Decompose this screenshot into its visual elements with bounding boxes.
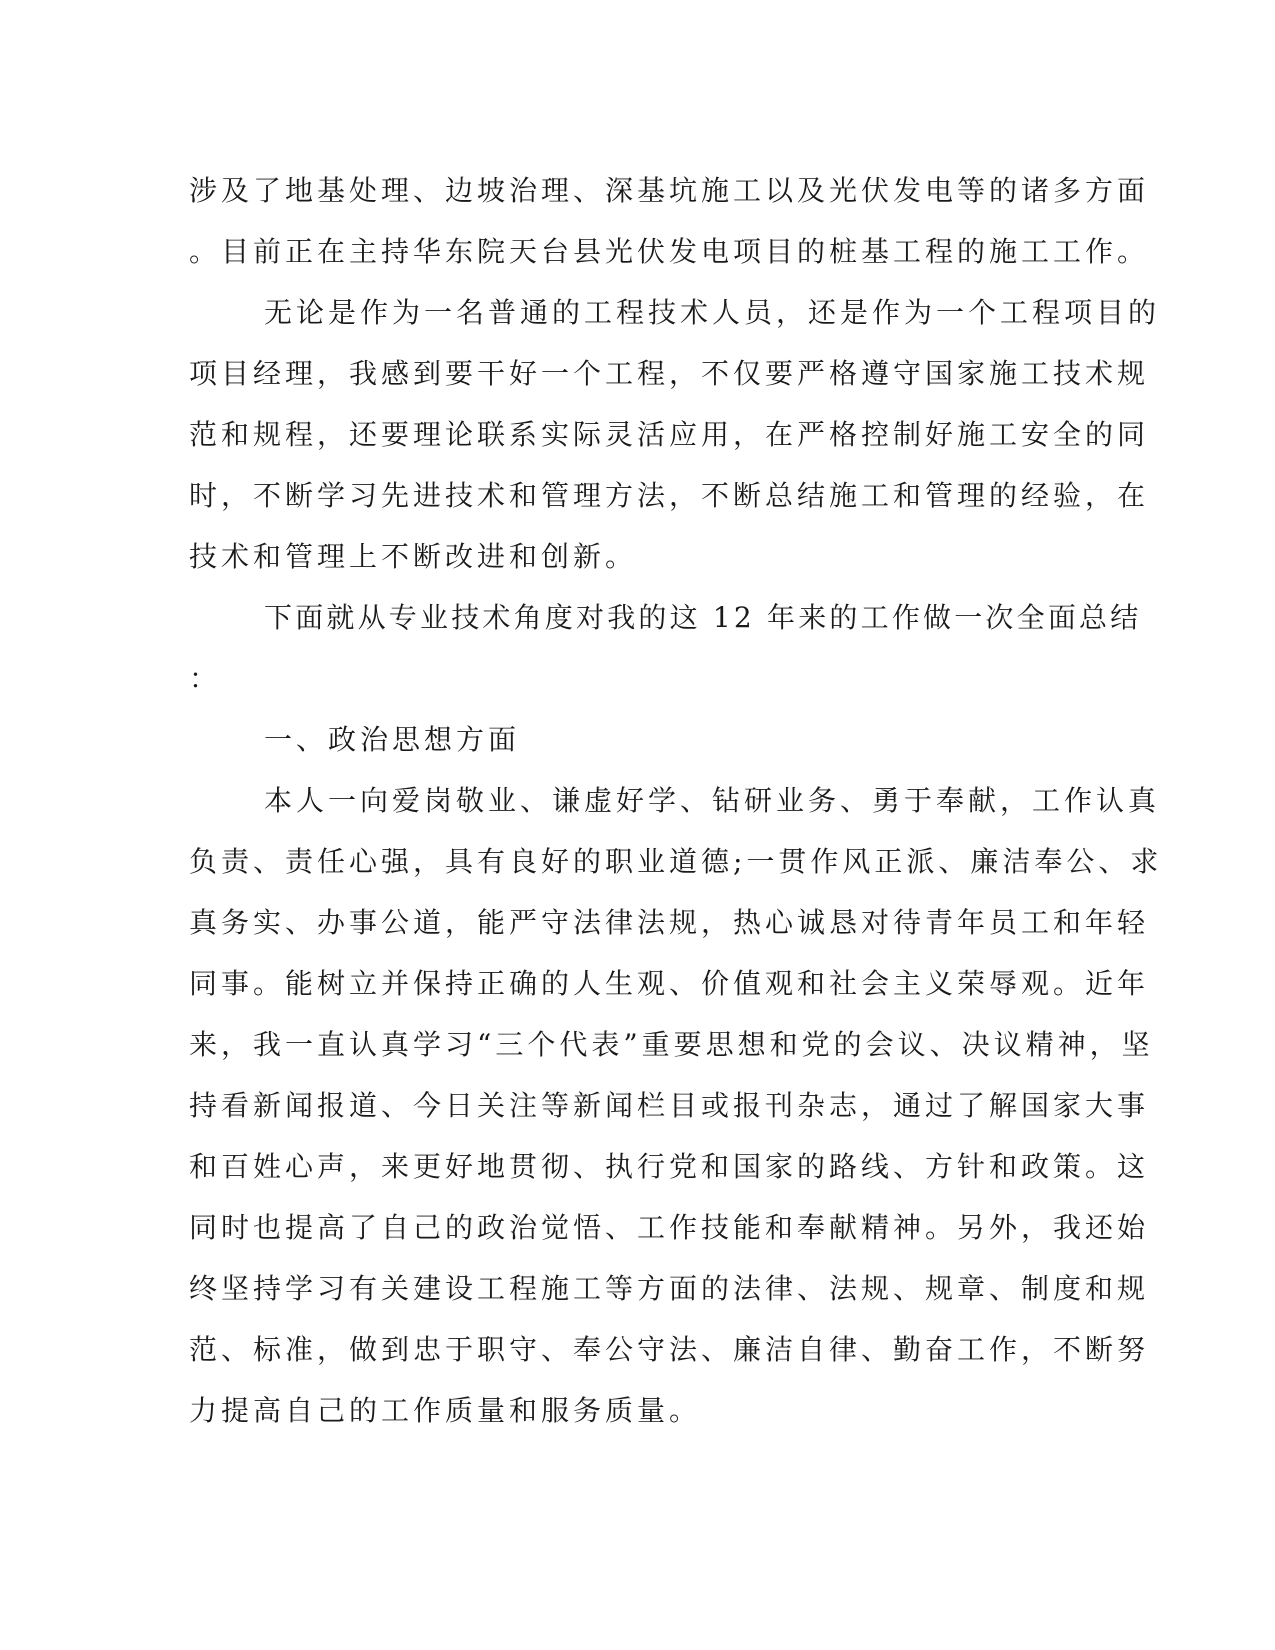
text-line: 范、标准，做到忠于职守、奉公守法、廉洁自律、勤奋工作，不断努 (189, 1333, 1150, 1366)
text-line: 持看新闻报道、今日关注等新闻栏目或报刊杂志，通过了解国家大事 (189, 1089, 1150, 1122)
text-line: ： (189, 662, 222, 695)
section-heading: 一、政治思想方面 (264, 723, 521, 756)
text-line: 同时也提高了自己的政治觉悟、工作技能和奉献精神。另外，我还始 (189, 1211, 1150, 1244)
text-line: 力提高自己的工作质量和服务质量。 (189, 1394, 702, 1427)
text-line: 终坚持学习有关建设工程施工等方面的法律、法规、规章、制度和规 (189, 1272, 1150, 1305)
document-body (189, 160, 1163, 1441)
paragraph-start-line: 无论是作为一名普通的工程技术人员，还是作为一个工程项目的 (264, 296, 1161, 329)
text-line: 负责、责任心强，具有良好的职业道德;一贯作风正派、廉洁奉公、求 (189, 845, 1163, 878)
text-line: 真务实、办事公道，能严守法律法规，热心诚恳对待青年员工和年轻 (189, 906, 1150, 939)
paragraph-start-line: 本人一向爱岗敬业、谦虚好学、钻研业务、勇于奉献，工作认真 (264, 784, 1161, 817)
paragraph-start-line: 下面就从专业技术角度对我的这 12 年来的工作做一次全面总结 (264, 601, 1142, 634)
text-line: 涉及了地基处理、边坡治理、深基坑施工以及光伏发电等的诸多方面 (189, 174, 1150, 207)
text-line: 和百姓心声，来更好地贯彻、执行党和国家的路线、方针和政策。这 (189, 1150, 1150, 1183)
text-line: 时，不断学习先进技术和管理方法，不断总结施工和管理的经验，在 (189, 479, 1150, 512)
text-line: 项目经理，我感到要干好一个工程，不仅要严格遵守国家施工技术规 (189, 357, 1150, 390)
text-line: 技术和管理上不断改进和创新。 (189, 540, 638, 573)
text-line: 来，我一直认真学习“三个代表”重要思想和党的会议、决议精神，坚 (189, 1028, 1154, 1061)
text-line: 。目前正在主持华东院天台县光伏发电项目的桩基工程的施工工作。 (189, 235, 1150, 268)
text-line: 范和规程，还要理论联系实际灵活应用，在严格控制好施工安全的同 (189, 418, 1150, 451)
text-line: 同事。能树立并保持正确的人生观、价值观和社会主义荣辱观。近年 (189, 967, 1150, 1000)
